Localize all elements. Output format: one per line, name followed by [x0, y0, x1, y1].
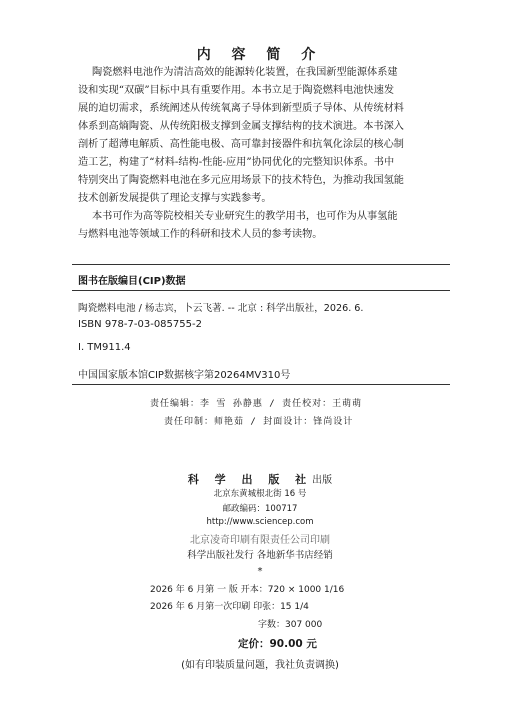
divider	[72, 290, 450, 291]
quality-notice: (如有印装质量问题，我社负责调换)	[181, 660, 339, 671]
staff-editors: 责任编辑：李 雪 孙静惠 / 责任校对：王萌萌	[150, 399, 363, 409]
publisher-logo-suffix: 出版	[312, 475, 333, 486]
cip-isbn: ISBN 978-7-03-085755-2	[78, 319, 202, 330]
cip-heading: 图书在版编目(CIP)数据	[78, 276, 186, 287]
summary-line: 特别突出了陶瓷燃料电池在多元应用场景下的技术特色，为推动我国氢能	[78, 175, 404, 186]
publisher-logo-line	[0, 468, 520, 487]
printing-info: 2026 年 6 月第一次印刷 印张：15 1/4	[150, 602, 309, 612]
publisher-website[interactable]: http://www.sciencep.com	[206, 517, 314, 527]
page-title: 内 容 简 介	[196, 47, 324, 63]
distribution-info: 科学出版社发行 各地新华书店经销	[187, 550, 333, 561]
price: 定价：90.00 元	[238, 638, 317, 650]
cip-classification: Ⅰ. TM911.4	[78, 342, 131, 353]
divider	[72, 264, 450, 265]
staff-production: 责任印制：师艳茹 / 封面设计：锋尚设计	[164, 417, 354, 427]
summary-line: 技术创新发展提供了理论支撑与实践参考。	[78, 193, 272, 204]
separator-star: *	[257, 566, 263, 577]
cip-record-number: 中国国家版本馆CIP数据核字第20264MV310号	[78, 370, 291, 381]
publisher-logo: 科 学 出 版 社	[187, 473, 313, 486]
publisher-address: 北京东黄城根北街 16 号	[213, 489, 307, 499]
printer-name: 北京凌奇印刷有限责任公司印刷	[190, 535, 330, 546]
summary-line: 设和实现“双碳”目标中具有重要作用。本书立足于陶瓷燃料电池快速发	[78, 85, 395, 96]
publisher-postcode: 邮政编码：100717	[222, 504, 298, 514]
summary-line: 展的迫切需求，系统阐述从传统氧离子导体到新型质子导体、从传统材料	[78, 103, 404, 114]
summary-line: 与燃料电池等领域工作的科研和技术人员的参考读物。	[78, 229, 323, 240]
summary-line: 造工艺，构建了“材料-结构-性能-应用”协同优化的完整知识体系。书中	[78, 157, 395, 168]
divider	[72, 384, 450, 385]
summary-line: 剖析了超薄电解质、高性能电极、高可靠封接器件和抗氧化涂层的核心制	[78, 139, 404, 150]
edition-info: 2026 年 6 月第 一 版 开本：720 × 1000 1/16	[150, 585, 345, 595]
word-count: 字数：307 000	[258, 620, 323, 630]
summary-line: 本书可作为高等院校相关专业研究生的教学用书，也可作为从事氢能	[92, 211, 398, 222]
summary-line: 体系到高熵陶瓷、从传统阳极支撑到金属支撑结构的技术演进。本书深入	[78, 121, 404, 132]
summary-line: 陶瓷燃料电池作为清洁高效的能源转化装置，在我国新型能源体系建	[92, 67, 398, 78]
cip-bibliographic-line: 陶瓷燃料电池 / 杨志宾，卜云飞著. -- 北京 : 科学出版社，2026. 6.	[78, 303, 364, 314]
